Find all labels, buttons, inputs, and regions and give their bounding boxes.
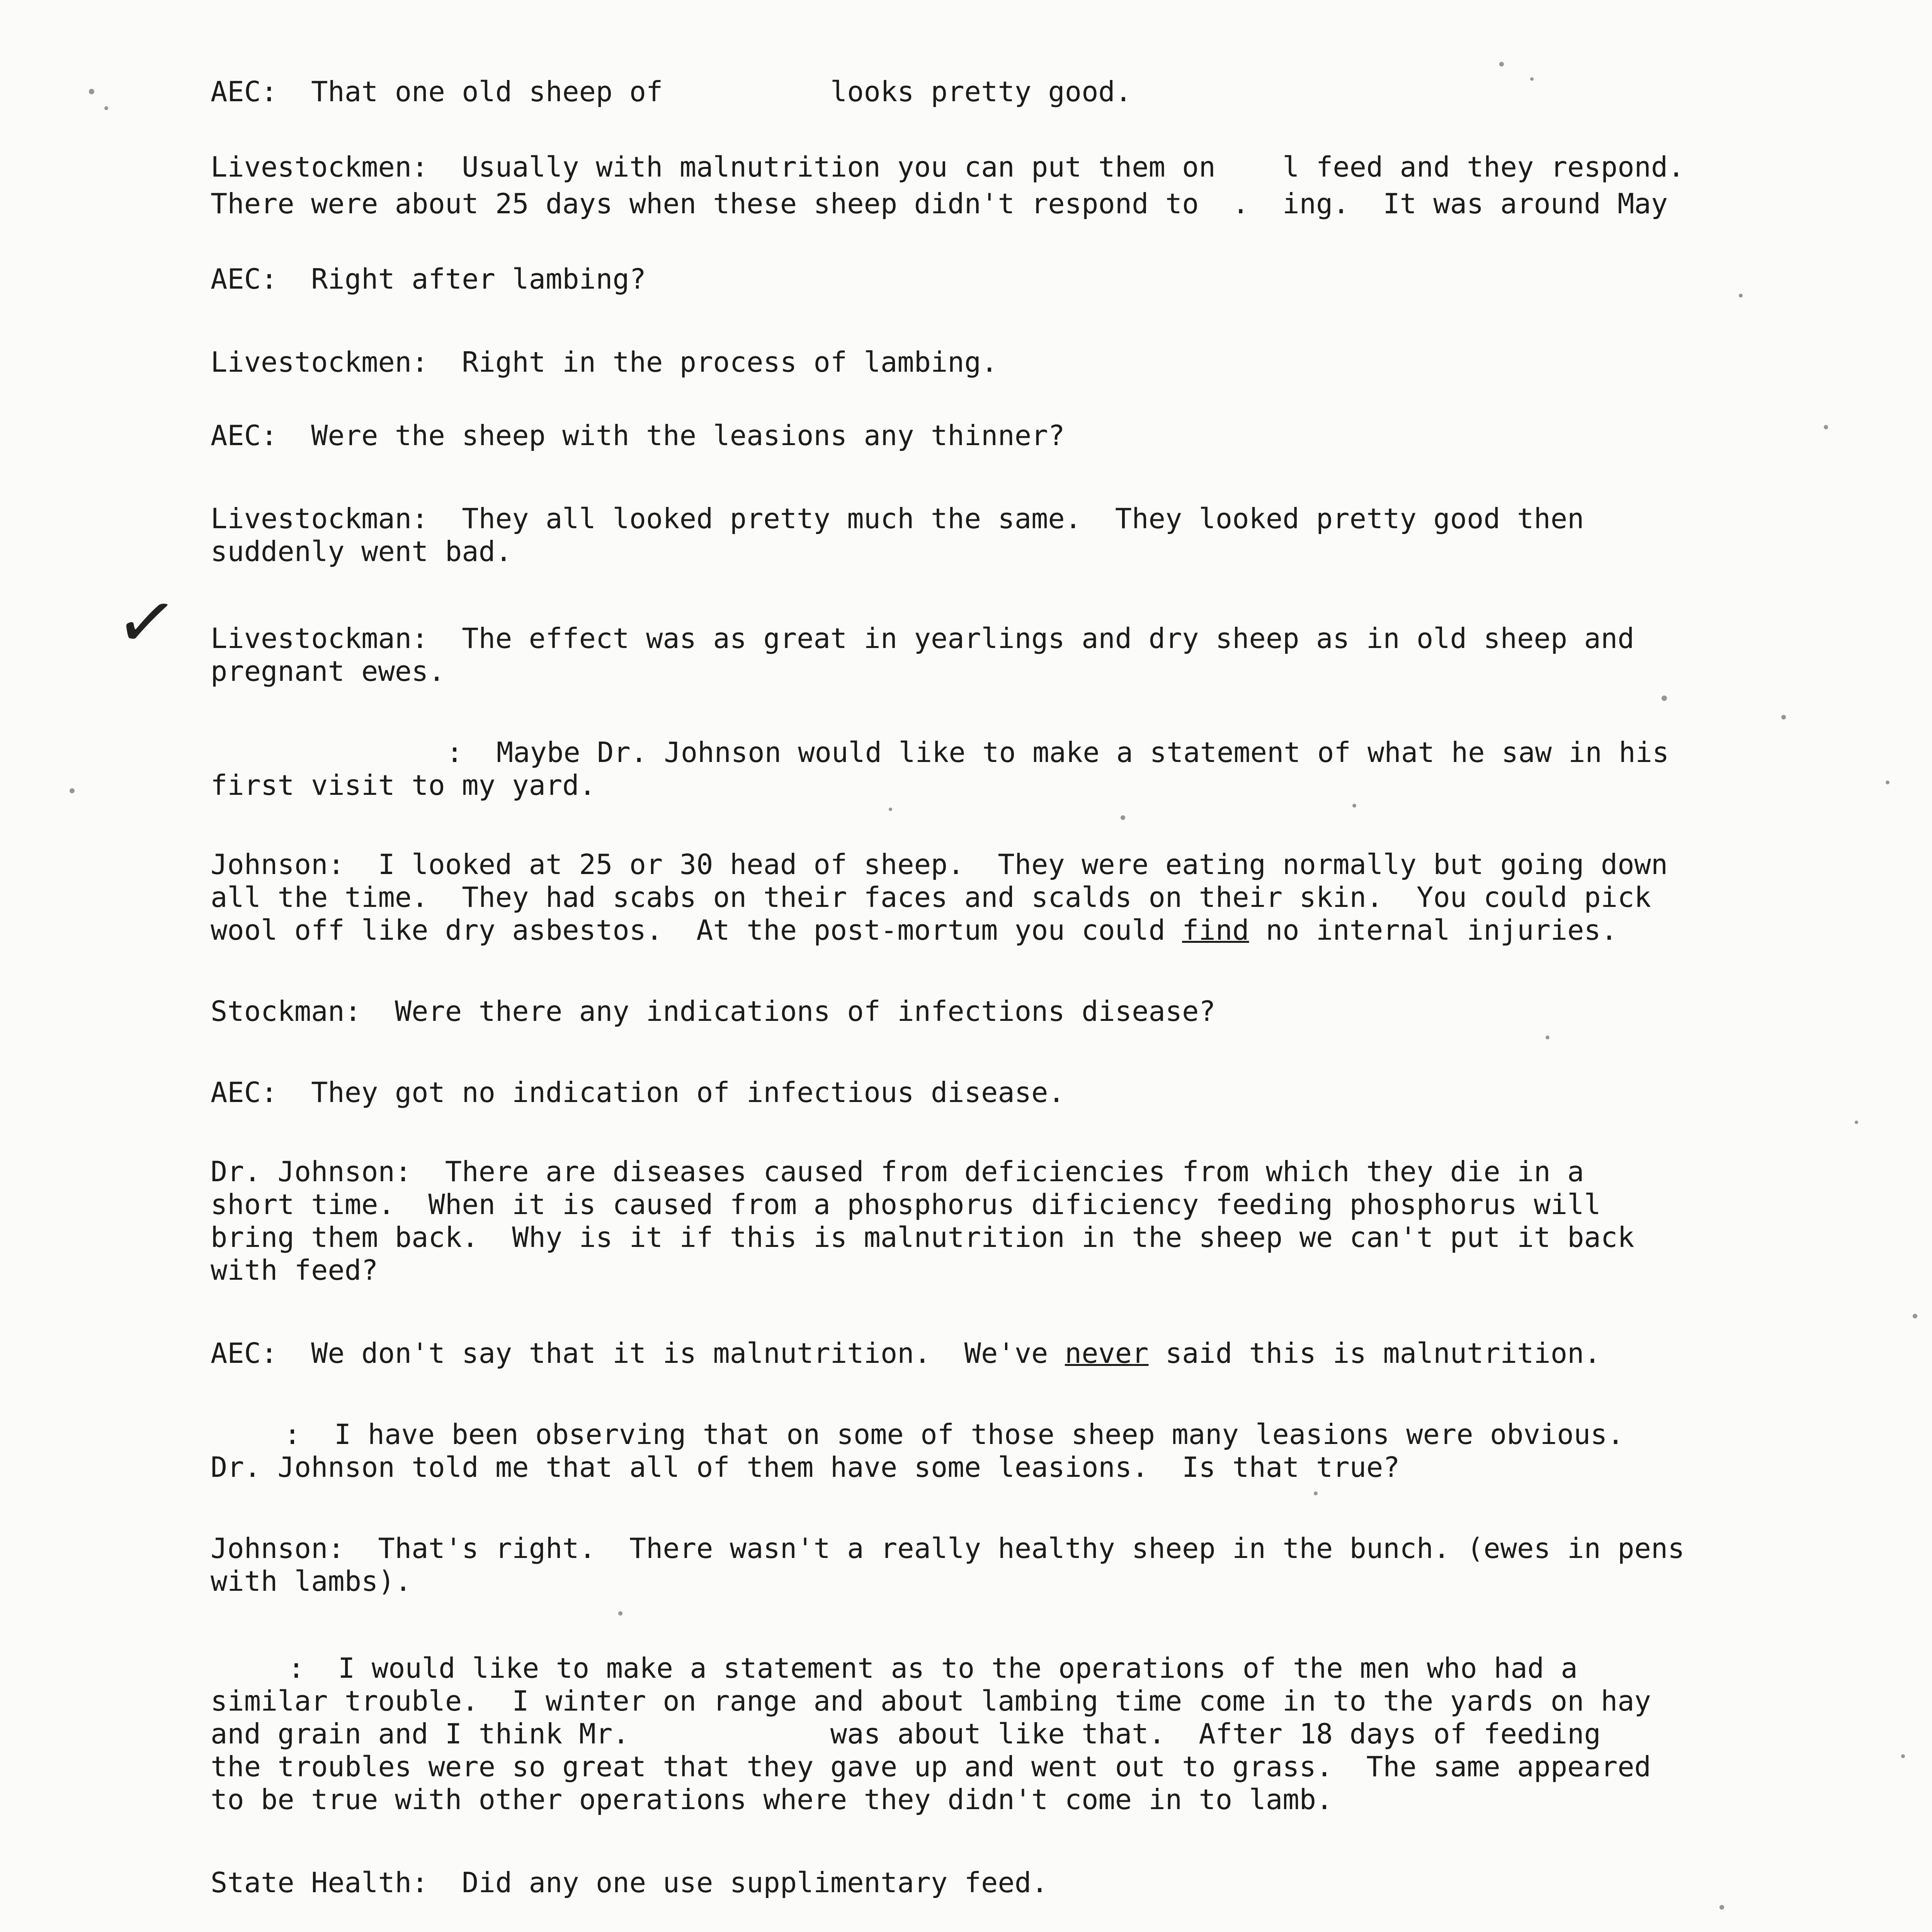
transcript-line: Dr. Johnson: There are diseases caused from deficiencies from which they die in a — [211, 1155, 1584, 1188]
transcript-line: similar trouble. I winter on range and about lambing time come in to the yards on hay — [211, 1685, 1651, 1717]
underlined-word: never — [1065, 1337, 1149, 1369]
scan-speck — [1781, 715, 1786, 719]
transcript-line: : Maybe Dr. Johnson would like to make a statement of what he saw in his — [446, 736, 1669, 769]
scan-speck — [1662, 696, 1667, 701]
scan-speck — [104, 106, 108, 110]
transcript-line: pregnant ewes. — [211, 655, 445, 687]
transcript-line: State Health: Did any one use supplimentary feed. — [211, 1866, 1048, 1899]
transcript-line: AEC: They got no indication of infectious disease. — [211, 1076, 1065, 1109]
transcript-line: all the time. They had scabs on their faces and scalds on their skin. You could pick — [211, 881, 1651, 913]
scan-speck — [1121, 815, 1125, 820]
transcript-line: AEC: That one old sheep of looks pretty good. — [211, 75, 1132, 108]
transcript-line: the troubles were so great that they gave up and went out to grass. The same appeared — [211, 1750, 1651, 1783]
scan-speck — [1913, 1314, 1917, 1318]
transcript-line: Livestockman: The effect was as great in yearlings and dry sheep as in old sheep and — [211, 622, 1634, 655]
scan-speck — [89, 89, 94, 94]
underlined-word: find — [1182, 914, 1249, 946]
text-segment: no internal injuries. — [1249, 914, 1618, 946]
transcript-line: Livestockman: They all looked pretty much the same. They looked pretty good then — [211, 502, 1584, 535]
transcript-line: There were about 25 days when these sheep didn't respond to . ing. It was around May — [211, 187, 1668, 220]
transcript-line: to be true with other operations where they didn't come in to lamb. — [211, 1783, 1333, 1816]
scan-speck — [1719, 1905, 1724, 1910]
transcript-line: short time. When it is caused from a phosphorus dificiency feeding phosphorus will — [211, 1188, 1601, 1221]
scan-speck — [1530, 77, 1534, 81]
transcript-line: : I would like to make a statement as to the operations of the men who had a — [288, 1652, 1578, 1684]
handwritten-check-icon: ✓ — [110, 575, 183, 669]
transcript-line: Johnson: That's right. There wasn't a really healthy sheep in the bunch. (ewes in pens — [211, 1532, 1685, 1565]
scan-speck — [1499, 62, 1504, 66]
scan-speck — [618, 1611, 622, 1616]
text-segment: wool off like dry asbestos. At the post-mortum you could — [211, 914, 1182, 946]
scan-speck — [1901, 1754, 1905, 1758]
transcript-line — [211, 1337, 1601, 1369]
transcript-line: Livestockmen: Usually with malnutrition you can put them on l feed and they respond. — [211, 151, 1685, 183]
transcript-line: Livestockmen: Right in the process of lambing. — [211, 346, 998, 378]
scan-speck — [1886, 781, 1889, 784]
transcript-line: Johnson: I looked at 25 or 30 head of sheep. They were eating normally but going down — [211, 848, 1668, 881]
transcript-line: Dr. Johnson told me that all of them have some leasions. Is that true? — [211, 1451, 1400, 1483]
transcript-line: with feed? — [211, 1254, 378, 1286]
scan-speck — [1546, 1036, 1549, 1039]
transcript-line: AEC: Right after lambing? — [211, 263, 646, 295]
transcript-line: and grain and I think Mr. was about like that. After 18 days of feeding — [211, 1718, 1601, 1750]
transcript-line: Stockman: Were there any indications of infections disease? — [211, 995, 1216, 1027]
transcript-line: with lambs). — [211, 1565, 412, 1597]
transcript-line: AEC: Were the sheep with the leasions any thinner? — [211, 419, 1065, 452]
scan-speck — [1855, 1121, 1858, 1124]
text-segment: said this is malnutrition. — [1148, 1337, 1601, 1369]
scan-speck — [70, 788, 75, 793]
scan-speck — [1739, 294, 1743, 298]
scan-speck — [1352, 804, 1356, 808]
transcript-line: first visit to my yard. — [211, 769, 596, 801]
text-segment: AEC: We don't say that it is malnutrition. We've — [211, 1337, 1065, 1369]
scan-speck — [889, 808, 892, 811]
transcript-line — [211, 914, 1617, 946]
scan-speck — [1824, 425, 1828, 429]
transcript-line: suddenly went bad. — [211, 535, 512, 568]
scan-speck — [1314, 1492, 1318, 1495]
transcript-line: : I have been observing that on some of those sheep many leasions were obvious. — [284, 1418, 1624, 1451]
transcript-line: bring them back. Why is it if this is malnutrition in the sheep we can't put it back — [211, 1221, 1634, 1253]
